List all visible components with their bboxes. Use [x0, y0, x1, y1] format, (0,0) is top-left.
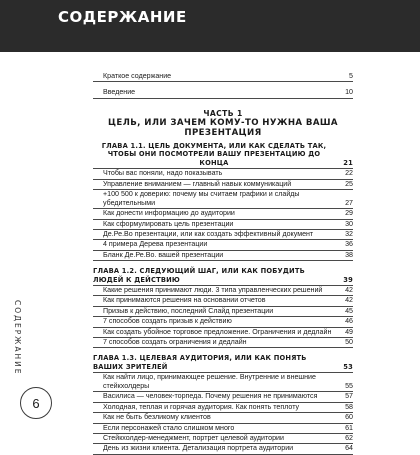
toc-entry-page: 32: [345, 229, 353, 238]
toc-entry-page: 42: [345, 286, 353, 295]
toc-entry[interactable]: [93, 392, 353, 402]
toc-entry-text: Стейкхолдер-менеджмент, портрет целевой аудитории: [103, 433, 284, 442]
toc-entry-page: 61: [345, 423, 353, 432]
toc-entry-page: 10: [345, 88, 353, 97]
toc-entry-page: 57: [345, 392, 353, 401]
toc-entry-text: Де.Ре.Во презентации, или как создать эффективный документ: [103, 229, 314, 238]
toc-entry-text: Холодная, теплая и горячая аудитория. Как понять теплоту: [103, 402, 300, 411]
toc-entry-text: Как не быть безликому клиентов: [103, 413, 211, 422]
toc-entry[interactable]: [93, 307, 353, 317]
toc-entry-page: 58: [345, 402, 353, 411]
toc-entry[interactable]: [93, 286, 353, 296]
chapter-page: 53: [343, 363, 353, 371]
toc-entry-page: 42: [345, 296, 353, 305]
toc-chapter-1-2[interactable]: [93, 267, 353, 286]
toc-entry[interactable]: [93, 230, 353, 240]
toc-entry-text: Как сформулировать цель презентации: [103, 219, 234, 228]
part-label: ЧАСТЬ 1: [203, 108, 243, 118]
toc-entry-page: 29: [345, 209, 353, 218]
toc-entry-text: Краткое содержание: [103, 72, 172, 80]
toc-entry-text: 4 примера Дерева презентации: [103, 240, 208, 249]
toc-entry-text: Какие решения принимают люди. 3 типа управленческих решений: [103, 286, 323, 295]
chapter-page: 21: [343, 158, 353, 167]
toc-entry-page: 64: [345, 444, 353, 453]
toc-entry-page: 30: [345, 219, 353, 228]
toc-chapter-1-3[interactable]: [93, 354, 353, 373]
toc-entry-page: 62: [345, 433, 353, 442]
toc-entry-summary[interactable]: [93, 72, 353, 82]
toc-entry[interactable]: [93, 180, 353, 190]
page-title: СОДЕРЖАНИЕ: [58, 8, 187, 26]
toc-entry-page: 60: [345, 413, 353, 422]
chapter-title: ГЛАВА 1.3. ЦЕЛЕВАЯ АУДИТОРИЯ, ИЛИ КАК ПОНЯТЬ ВАШИХ ЗРИТЕЛЕЙ: [93, 354, 307, 371]
toc-entry[interactable]: [93, 338, 353, 348]
toc-entry[interactable]: [93, 169, 353, 179]
toc-entry-page: 46: [345, 317, 353, 326]
toc-entry-text: Как донести информацию до аудитории: [103, 209, 235, 218]
toc-entry-text: 7 способов создать призыв к действию: [103, 317, 232, 326]
toc-entry[interactable]: [93, 220, 353, 230]
toc-entry-page: 36: [345, 240, 353, 249]
toc-entry-page: 55: [345, 381, 353, 390]
toc-entry-text: Призыв к действию, последний Слайд презентации: [103, 306, 274, 315]
toc-entry-text: Управление вниманием — главный навык коммуникаций: [103, 179, 292, 188]
toc-entry-text: +100 500 к доверию: почему мы считаем графики и слайды убедительными: [103, 190, 300, 207]
side-running-title: СОДЕРЖАНИЕ: [13, 300, 22, 376]
part-title: ЦЕЛЬ, ИЛИ ЗАЧЕМ КОМУ-ТО НУЖНА ВАША ПРЕЗЕНТАЦИЯ: [108, 117, 338, 138]
toc-entry[interactable]: [93, 251, 353, 261]
toc-entry[interactable]: [93, 190, 353, 209]
toc-entry-text: Бланк Де.Ре.Во. вашей презентации: [103, 250, 224, 259]
chapter-page: 39: [343, 275, 353, 284]
toc-entry-page: 49: [345, 327, 353, 336]
toc-entry[interactable]: [93, 240, 353, 250]
toc-entry[interactable]: [93, 424, 353, 434]
toc-entry-text: Как создать убойное торговое предложение. Ограничения и дедлайн: [103, 327, 332, 336]
toc-entry-page: 22: [345, 169, 353, 178]
page-number: 6: [20, 387, 52, 419]
toc-entry-text: Василиса — человек-торпеда. Почему решения не принимаются: [103, 392, 318, 401]
toc-chapter-1-1[interactable]: [93, 142, 353, 170]
toc-entry[interactable]: [93, 317, 353, 327]
toc-entry-text: Чтобы вас поняли, надо показывать: [103, 169, 223, 178]
toc-entry-page: 38: [345, 250, 353, 259]
toc-entry[interactable]: [93, 434, 353, 444]
table-of-contents: [93, 66, 353, 455]
toc-entry-text: Если персонажей стало слишком много: [103, 423, 235, 432]
toc-entry-page: 25: [345, 179, 353, 188]
toc-entry[interactable]: [93, 328, 353, 338]
toc-entry-page: 5: [349, 72, 353, 80]
toc-entry-introduction[interactable]: [93, 88, 353, 98]
chapter-title: ГЛАВА 1.1. ЦЕЛЬ ДОКУМЕНТА, ИЛИ КАК СДЕЛАТЬ ТАК, ЧТОБЫ ОНИ ПОСМОТРЕЛИ ВАШУ ПРЕЗЕНТАЦИЮ ДО КОНЦА: [101, 141, 327, 167]
toc-entry-text: Введение: [103, 88, 136, 97]
toc-entry[interactable]: [93, 296, 353, 306]
toc-entry-page: 27: [345, 198, 353, 207]
toc-entry-text: Как найти лицо, принимающее решение. Внутренние и внешние стейкхолдеры: [103, 373, 316, 390]
toc-entry[interactable]: [93, 373, 353, 392]
toc-entry-text: Как принимаются решения на основании отчетов: [103, 296, 266, 305]
toc-entry[interactable]: [93, 444, 353, 454]
toc-entry[interactable]: [93, 403, 353, 413]
page-header: [0, 0, 420, 52]
toc-entry-text: День из жизни клиента. Детализация портрета аудитории: [103, 444, 294, 453]
toc-entry-text: 7 способов создать ограничения и дедлайн: [103, 338, 247, 347]
toc-entry[interactable]: [93, 413, 353, 423]
toc-entry[interactable]: [93, 209, 353, 219]
chapter-title: ГЛАВА 1.2. СЛЕДУЮЩИЙ ШАГ, ИЛИ КАК ПОБУДИТЬ ЛЮДЕЙ К ДЕЙСТВИЮ: [93, 267, 305, 284]
toc-entry-page: 45: [345, 306, 353, 315]
toc-entry-page: 50: [345, 338, 353, 347]
